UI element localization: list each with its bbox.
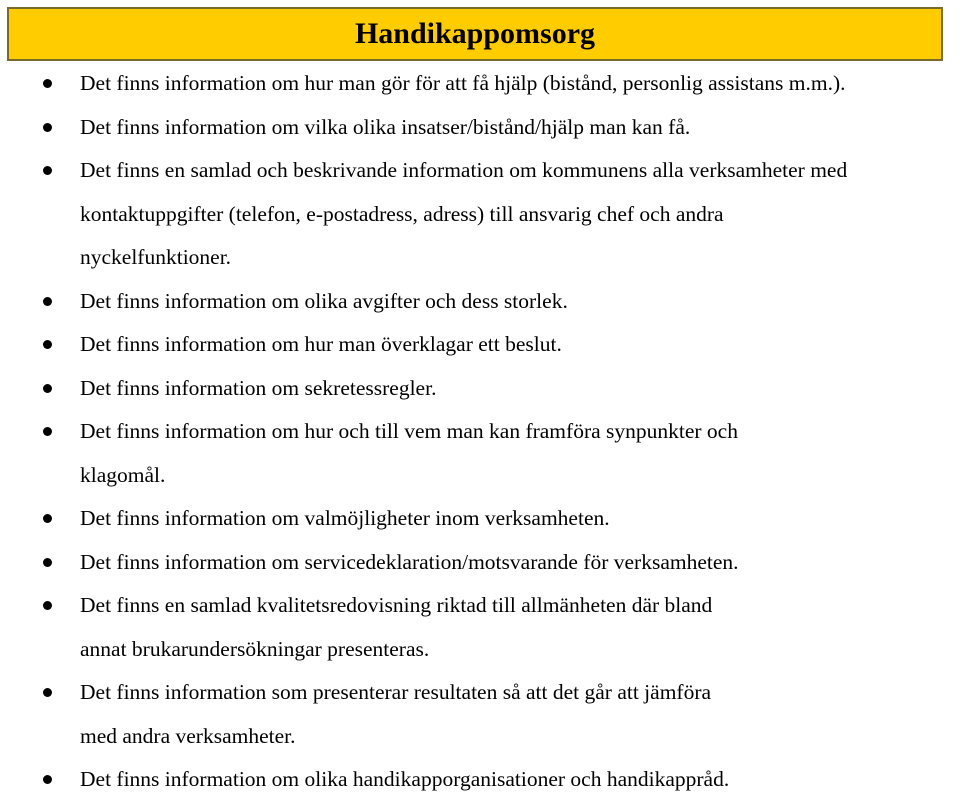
item-text: Det finns information om hur och till vem man kan framföra synpunkter och: [80, 419, 738, 443]
bullet-icon: [43, 297, 52, 306]
list-item: [0, 367, 960, 411]
list-item: [0, 541, 960, 585]
item-text: Det finns en samlad och beskrivande information om kommunens alla verksamheter med: [80, 158, 848, 182]
list-item: [0, 280, 960, 324]
bullet-icon: [43, 558, 52, 567]
item-text: Det finns information som presenterar resultaten så att det går att jämföra: [80, 680, 712, 704]
item-text: Det finns information om hur man gör för att få hjälp (bistånd, personlig assistans m.m.).: [80, 71, 846, 95]
bullet-icon: [43, 123, 52, 132]
list-item: [0, 410, 960, 497]
bullet-icon: [43, 514, 52, 523]
bullet-icon: [43, 775, 52, 784]
item-text-continued: med andra verksamheter.: [80, 723, 296, 748]
bullet-icon: [43, 427, 52, 436]
bullet-icon: [43, 79, 52, 88]
bullet-icon: [43, 340, 52, 349]
item-text: Det finns information om valmöjligheter inom verksamheten.: [80, 506, 610, 530]
item-text: Det finns information om sekretessregler.: [80, 375, 437, 400]
list-item: [0, 62, 960, 106]
item-text: Det finns information om olika avgifter och dess storlek.: [80, 288, 568, 313]
item-text-continued: klagomål.: [80, 462, 166, 487]
list-item: [0, 584, 960, 671]
item-text: Det finns en samlad kvalitetsredovisning riktad till allmänheten där bland: [80, 593, 713, 617]
list-item: [0, 497, 960, 541]
item-text: Det finns information om hur man överklagar ett beslut.: [80, 332, 562, 356]
bullet-icon: [43, 688, 52, 697]
item-text: Det finns information om olika handikapporganisationer och handikappråd.: [80, 767, 730, 791]
list-item: [0, 149, 960, 280]
item-text-continued: kontaktuppgifter (telefon, e-postadress, adress) till ansvarig chef och andra: [80, 201, 724, 226]
checklist: [0, 62, 960, 802]
list-item: [0, 671, 960, 758]
item-text-continued: annat brukarundersökningar presenteras.: [80, 636, 430, 661]
bullet-icon: [43, 384, 52, 393]
bullet-icon: [43, 601, 52, 610]
page-title: Handikappomsorg: [354, 17, 596, 50]
list-item: [0, 323, 960, 367]
list-item: [0, 106, 960, 150]
item-text: Det finns information om vilka olika insatser/bistånd/hjälp man kan få.: [80, 114, 691, 139]
title-banner: [7, 7, 943, 61]
item-text: Det finns information om servicedeklaration/motsvarande för verksamheten.: [80, 549, 739, 574]
item-text-continued: nyckelfunktioner.: [80, 245, 232, 269]
bullet-icon: [43, 166, 52, 175]
